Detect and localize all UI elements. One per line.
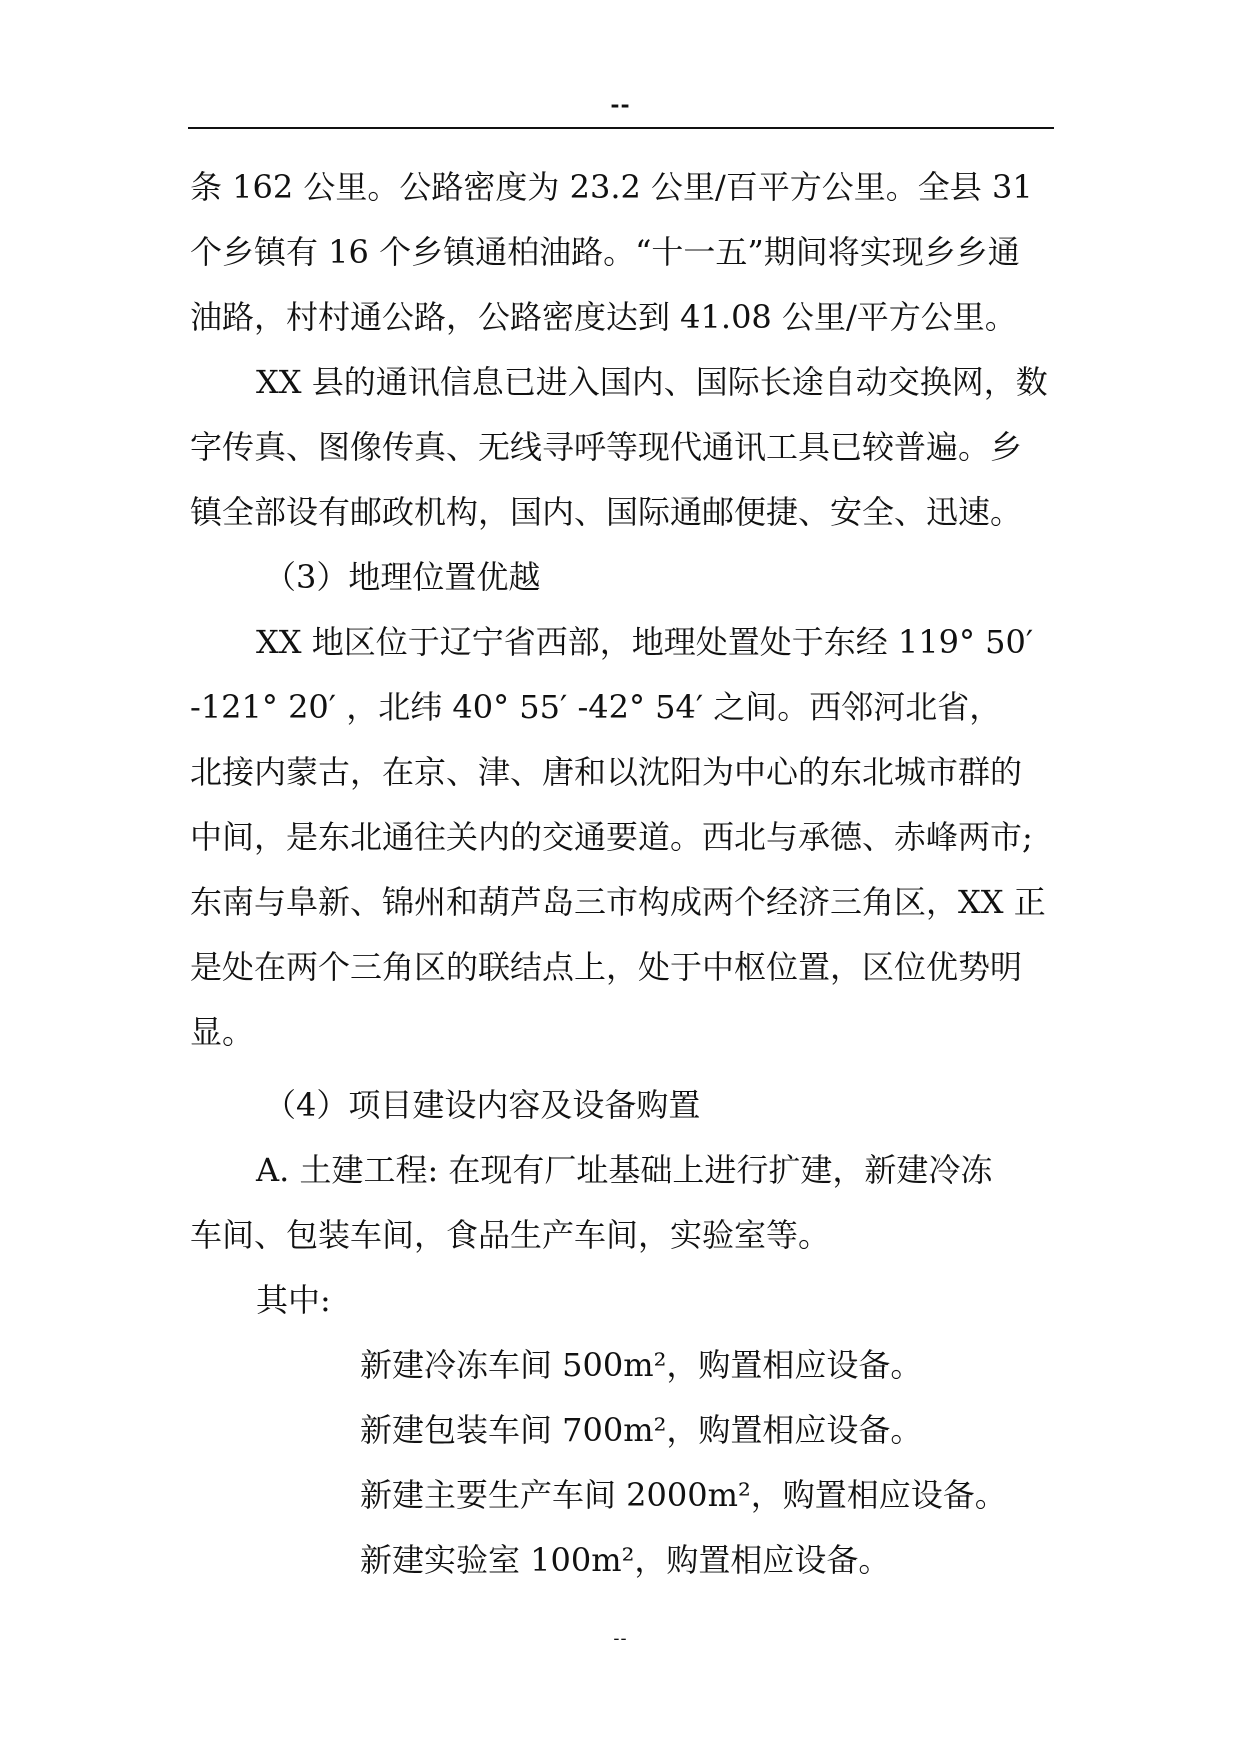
paragraph-line: -121° 20′ ，北纬 40° 55′ -42° 54′ 之间。西邻河北省， bbox=[190, 688, 1002, 726]
paragraph-line: 北接内蒙古，在京、津、唐和以沈阳为中心的东北城市群的 bbox=[190, 753, 1023, 791]
paragraph-line: XX 县的通讯信息已进入国内、国际长途自动交换网，数 bbox=[256, 363, 1048, 401]
paragraph-line: A. 土建工程: 在现有厂址基础上进行扩建，新建冷冻 bbox=[256, 1151, 993, 1189]
list-item: 新建实验室 100m²，购置相应设备。 bbox=[360, 1541, 891, 1579]
paragraph-line: 个乡镇有 16 个乡镇通柏油路。“十一五”期间将实现乡乡通 bbox=[190, 233, 1020, 271]
list-item: 新建冷冻车间 500m²，购置相应设备。 bbox=[360, 1346, 923, 1384]
section-heading-3: （3）地理位置优越 bbox=[264, 558, 541, 596]
paragraph-line: 是处在两个三角区的联结点上，处于中枢位置，区位优势明 bbox=[190, 948, 1023, 986]
paragraph-line: 中间，是东北通往关内的交通要道。西北与承德、赤峰两市; bbox=[190, 818, 1033, 856]
header-mark: -- bbox=[610, 92, 631, 118]
paragraph-line: 其中: bbox=[256, 1281, 331, 1319]
list-item: 新建包装车间 700m²，购置相应设备。 bbox=[360, 1411, 923, 1449]
footer-mark: -- bbox=[613, 1628, 628, 1649]
paragraph-line: 东南与阜新、锦州和葫芦岛三市构成两个经济三角区，XX 正 bbox=[190, 883, 1046, 921]
document-body bbox=[190, 155, 1052, 1593]
paragraph-line: 油路，村村通公路，公路密度达到 41.08 公里/平方公里。 bbox=[190, 298, 1017, 336]
header-rule bbox=[188, 127, 1054, 129]
section-heading-4: （4）项目建设内容及设备购置 bbox=[264, 1086, 701, 1124]
paragraph-line: 车间、包装车间，食品生产车间，实验室等。 bbox=[190, 1216, 831, 1254]
paragraph-line: 条 162 公里。公路密度为 23.2 公里/百平方公里。全县 31 bbox=[190, 168, 1033, 206]
paragraph-line: 字传真、图像传真、无线寻呼等现代通讯工具已较普遍。乡 bbox=[190, 428, 1023, 466]
list-item: 新建主要生产车间 2000m²，购置相应设备。 bbox=[360, 1476, 1007, 1514]
paragraph-line: 显。 bbox=[190, 1013, 255, 1051]
paragraph-line: XX 地区位于辽宁省西部，地理处置处于东经 119° 50′ bbox=[256, 623, 1034, 661]
paragraph-line: 镇全部设有邮政机构，国内、国际通邮便捷、安全、迅速。 bbox=[190, 493, 1023, 531]
